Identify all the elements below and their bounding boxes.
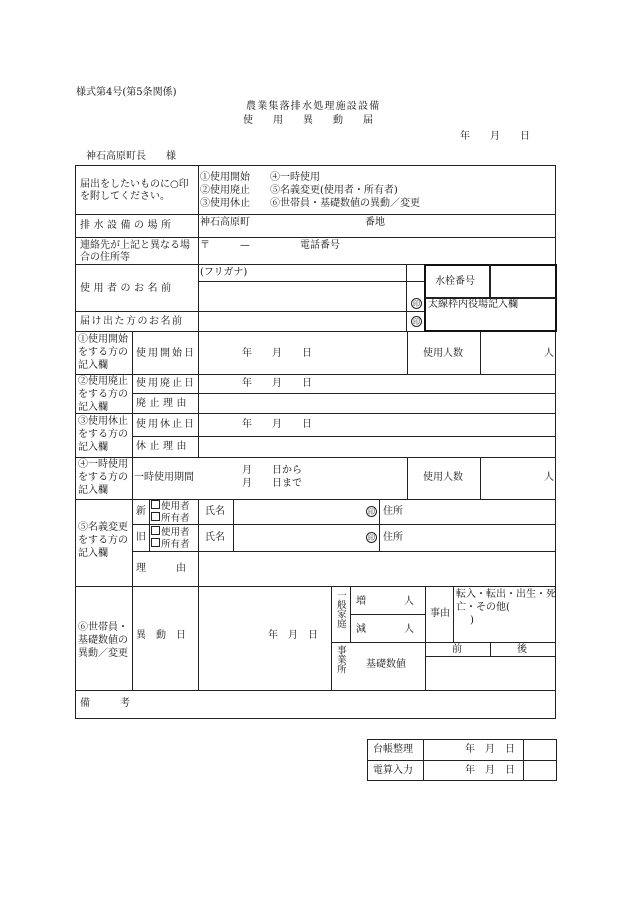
office-label: 事業所 [334, 645, 346, 674]
increase-unit: 人 [404, 596, 414, 607]
new-user-label: 使用者 [161, 501, 190, 512]
ledger-date[interactable]: 年 月 日 [465, 744, 515, 755]
submission-date[interactable]: 年 月 日 [460, 131, 530, 142]
suspend-section: ③使用休止 [78, 416, 128, 427]
temp-section-2: をする方の [78, 472, 128, 483]
household-label: 一般家庭 [334, 590, 346, 628]
start-section-3: 記入欄 [78, 360, 108, 371]
office-note: 太線枠内役場記入欄 [428, 299, 518, 310]
old-owner-label: 所有者 [161, 539, 190, 550]
checkbox-icon[interactable] [151, 500, 160, 509]
start-date[interactable]: 年 月 日 [242, 348, 312, 359]
decrease-label: 減 [356, 624, 366, 635]
meter-number-label: 水栓番号 [435, 276, 475, 287]
reason-text: 転入・転出・出生・死 [456, 589, 556, 600]
old-name-label: 氏名 [205, 532, 225, 543]
addressee: 神石高原町長 様 [86, 151, 176, 162]
checklist-label-2: を附してください。 [80, 191, 170, 202]
checkbox-icon[interactable] [151, 526, 160, 535]
new-owner-option[interactable] [151, 512, 190, 525]
change-date[interactable]: 年 月 日 [268, 630, 318, 641]
abolish-date-label: 使用廃止日 [136, 378, 196, 389]
suspend-section-3: 記入欄 [78, 442, 108, 453]
change-section-3: 異動／変更 [78, 648, 128, 659]
temp-section: ④一時使用 [78, 459, 128, 470]
abolish-reason-label: 廃止理由 [136, 398, 190, 409]
old-label: 旧 [136, 532, 146, 543]
temp-count-unit: 人 [544, 472, 554, 483]
new-seal: 印 [368, 508, 375, 516]
location-banchi: 番地 [365, 217, 385, 228]
form-number: 様式第4号(第5条関係) [76, 87, 177, 98]
ledger-label: 台帳整理 [373, 744, 413, 755]
option-abolish[interactable]: ②使用廃止 [200, 185, 250, 196]
decrease-unit: 人 [404, 624, 414, 635]
abolish-date[interactable]: 年 月 日 [242, 378, 312, 389]
suspend-date-label: 使用休止日 [136, 419, 196, 430]
new-name-label: 氏名 [205, 506, 225, 517]
start-date-label: 使用開始日 [136, 348, 196, 359]
reason-text-2: 亡・その他( [456, 602, 510, 613]
change-section-2: 基礎数値の [78, 635, 128, 646]
start-count-unit: 人 [544, 348, 554, 359]
checkbox-icon[interactable] [151, 538, 160, 547]
start-section-2: をする方の [78, 347, 128, 358]
before-label: 前 [452, 644, 462, 655]
temp-count-label: 使用人数 [423, 472, 463, 483]
temp-to[interactable]: 月 日まで [242, 478, 302, 489]
suspend-section-2: をする方の [78, 429, 128, 440]
option-change[interactable]: ⑥世帯員・基礎数値の異動／変更 [270, 198, 420, 209]
contact-label-2: 合の住所等 [80, 252, 130, 263]
option-temp[interactable]: ④一時使用 [270, 172, 320, 183]
rename-section: ⑤名義変更 [78, 522, 128, 533]
filer-label: 届け出た方のお名前 [80, 316, 184, 327]
new-user-option[interactable] [151, 500, 190, 513]
suspend-reason-label: 休止理由 [136, 441, 190, 452]
location-town: 神石高原町 [200, 217, 250, 228]
option-start[interactable]: ①使用開始 [200, 172, 250, 183]
suspend-date[interactable]: 年 月 日 [242, 419, 312, 430]
rename-section-2: をする方の [78, 535, 128, 546]
remarks-label: 備 考 [80, 698, 130, 709]
computer-label: 電算入力 [373, 765, 413, 776]
user-name-label: 使用者のお名前 [80, 283, 175, 294]
rename-section-3: 記入欄 [78, 548, 108, 559]
old-user-label: 使用者 [161, 527, 190, 538]
form-title: 農業集落排水処理施設設備 [246, 101, 381, 112]
abolish-section-2: をする方の [78, 389, 128, 400]
temp-section-3: 記入欄 [78, 485, 108, 496]
checkbox-icon[interactable] [151, 512, 160, 521]
furigana-label: (フリガナ) [200, 267, 248, 278]
change-section: ⑥世帯員・ [78, 622, 128, 633]
new-label: 新 [136, 506, 146, 517]
start-count-label: 使用人数 [423, 348, 463, 359]
option-rename[interactable]: ⑤名義変更(使用者・所有者) [270, 185, 398, 196]
contact-label: 連絡先が上記と異なる場 [80, 240, 190, 251]
old-seal: 印 [368, 534, 375, 542]
contact-phone[interactable]: 電話番号 [300, 240, 340, 251]
user-seal: 印 [413, 300, 420, 308]
abolish-section-3: 記入欄 [78, 402, 108, 413]
temp-from[interactable]: 月 日から [242, 465, 302, 476]
increase-label: 増 [356, 596, 366, 607]
after-label: 後 [517, 644, 527, 655]
rename-reason-label: 理 由 [136, 563, 186, 574]
old-owner-option[interactable] [151, 538, 190, 551]
old-user-option[interactable] [151, 526, 190, 539]
option-suspend[interactable]: ③使用休止 [200, 198, 250, 209]
new-address-label: 住所 [383, 506, 403, 517]
checklist-label: 届出をしたいものに○印 [80, 179, 189, 190]
start-section: ①使用開始 [78, 334, 128, 345]
reason-text-3: ) [470, 615, 474, 626]
base-value-label: 基礎数値 [366, 659, 406, 670]
old-address-label: 住所 [383, 532, 403, 543]
change-date-label: 異 動 日 [136, 630, 186, 641]
filer-seal: 印 [413, 318, 420, 326]
contact-postal[interactable]: 〒 — [200, 240, 250, 251]
location-label: 排水設備の場所 [80, 220, 175, 231]
reason-label: 事由 [430, 608, 450, 619]
new-owner-label: 所有者 [161, 513, 190, 524]
computer-date[interactable]: 年 月 日 [465, 765, 515, 776]
abolish-section: ②使用廃止 [78, 376, 128, 387]
form-title-sub: 使 用 異 動 届 [243, 115, 373, 126]
temp-period-label: 一時使用期間 [134, 472, 194, 483]
